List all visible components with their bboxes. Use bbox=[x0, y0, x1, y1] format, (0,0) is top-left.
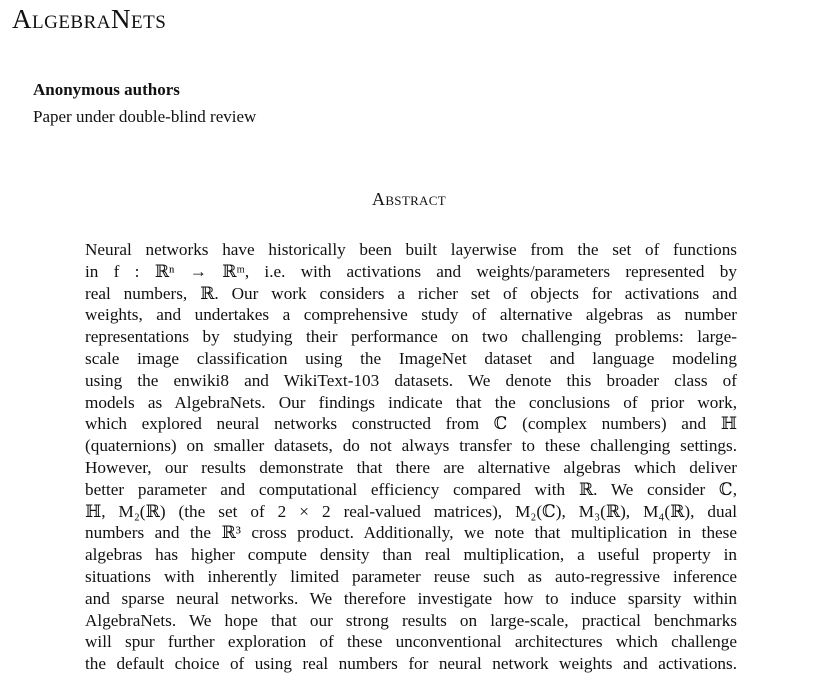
paper-title: AlgebraNets bbox=[12, 4, 167, 34]
abstract-line: algebras has higher compute density than real multiplication, a useful property in bbox=[85, 545, 737, 565]
abstract-line: models as AlgebraNets. Our findings indicate that the conclusions of prior work, bbox=[85, 392, 737, 412]
abstract-line: ℍ, M₂(ℝ) (the set of 2 × 2 real-valued matrices), M₂(ℂ), M₃(ℝ), M₄(ℝ), dual bbox=[85, 501, 737, 521]
abstract-line: situations with inherently limited parameter reuse such as auto-regressive inference bbox=[85, 566, 737, 586]
abstract-line: (quaternions) on smaller datasets, do not always transfer to these challenging settings. bbox=[85, 436, 737, 456]
abstract-line: using the enwiki8 and WikiText-103 datasets. We denote this broader class of bbox=[85, 370, 737, 390]
abstract-line: weights, and undertakes a comprehensive study of alternative algebras as number bbox=[85, 305, 737, 325]
abstract-heading: Abstract bbox=[372, 189, 446, 209]
abstract-line: which explored neural networks constructed from ℂ (complex numbers) and ℍ bbox=[85, 414, 737, 434]
abstract-line: However, our results demonstrate that there are alternative algebras which deliver bbox=[85, 457, 737, 477]
review-note: Paper under double-blind review bbox=[33, 107, 257, 126]
abstract-line: AlgebraNets. We hope that our strong results on large-scale, practical benchmarks bbox=[85, 610, 737, 630]
abstract-line: scale image classification using the ImageNet dataset and language modeling bbox=[85, 348, 737, 368]
abstract-line: numbers and the ℝ³ cross product. Additionally, we note that multiplication in these bbox=[85, 523, 737, 543]
abstract-body bbox=[85, 239, 737, 675]
abstract-line: real numbers, ℝ. Our work considers a richer set of objects for activations and bbox=[85, 283, 737, 303]
abstract-line: in f : ℝⁿ → ℝᵐ, i.e. with activations and weights/parameters represented by bbox=[85, 261, 737, 281]
author-line: Anonymous authors bbox=[33, 80, 180, 99]
abstract-line: Neural networks have historically been built layerwise from the set of functions bbox=[85, 240, 737, 259]
abstract-line: the default choice of using real numbers for neural network weights and activations. bbox=[85, 654, 737, 674]
abstract-line: better parameter and computational efficiency compared with ℝ. We consider ℂ, bbox=[85, 479, 737, 499]
abstract-line: will spur further exploration of these unconventional architectures which challenge bbox=[85, 632, 737, 652]
abstract-line: representations by studying their performance on two challenging problems: large- bbox=[85, 327, 737, 347]
abstract-line: and sparse neural networks. We therefore investigate how to induce sparsity within bbox=[85, 588, 737, 608]
